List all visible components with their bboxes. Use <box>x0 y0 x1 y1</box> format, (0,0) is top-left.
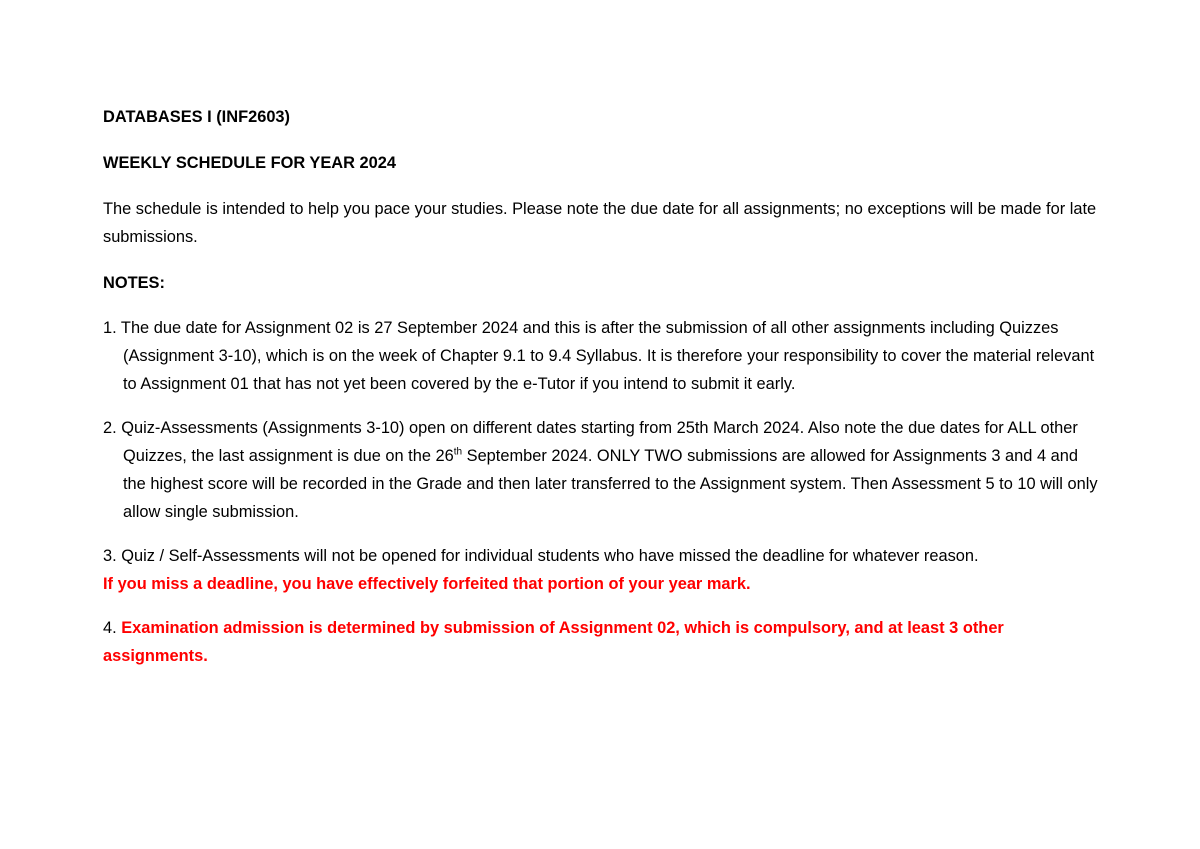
deadline-warning: If you miss a deadline, you have effectively forfeited that portion of your year mark. <box>103 575 751 593</box>
note-3-text: 3. Quiz / Self-Assessments will not be opened for individual students who have missed the deadline for whatever reason. <box>103 547 979 565</box>
note-3 <box>103 542 1103 598</box>
note-2-text-after: September 2024. ONLY TWO submissions are allowed for Assignments 3 and 4 and the highest score will be recorded in the Grade and then later transferred to the Assignment system. Then Assessment 5 to 10 will only allow single submission. <box>123 447 1098 521</box>
note-1: 1. The due date for Assignment 02 is 27 September 2024 and this is after the submission of all other assignments including Quizzes (Assignment 3-10), which is on the week of Chapter 9.1 to 9.4 Syllabus. It is therefore your responsibility to cover the material relevant to Assignment 01 that has not yet been covered by the e-Tutor if you intend to submit it early. <box>103 319 1095 393</box>
intro-paragraph: The schedule is intended to help you pace your studies. Please note the due date for all assignments; no exceptions will be made for late submissions. <box>103 200 1097 246</box>
exam-admission-warning: Examination admission is determined by submission of Assignment 02, which is compulsory, and at least 3 other assignments. <box>103 619 1004 665</box>
schedule-title: WEEKLY SCHEDULE FOR YEAR 2024 <box>103 154 396 172</box>
note-2-text-before: 2. Quiz-Assessments (Assignments 3-10) open on different dates starting from 25th March 2024. Also note the due dates for ALL other Quizzes, the last assignment is due on the 26 <box>103 419 1078 465</box>
ordinal-suffix: th <box>453 446 463 458</box>
note-4 <box>103 614 1063 670</box>
notes-label: NOTES: <box>103 274 165 292</box>
note-4-number: 4. <box>103 619 122 637</box>
document-body <box>103 103 1103 670</box>
course-title: DATABASES I (INF2603) <box>103 108 291 126</box>
note-2 <box>103 414 1103 526</box>
